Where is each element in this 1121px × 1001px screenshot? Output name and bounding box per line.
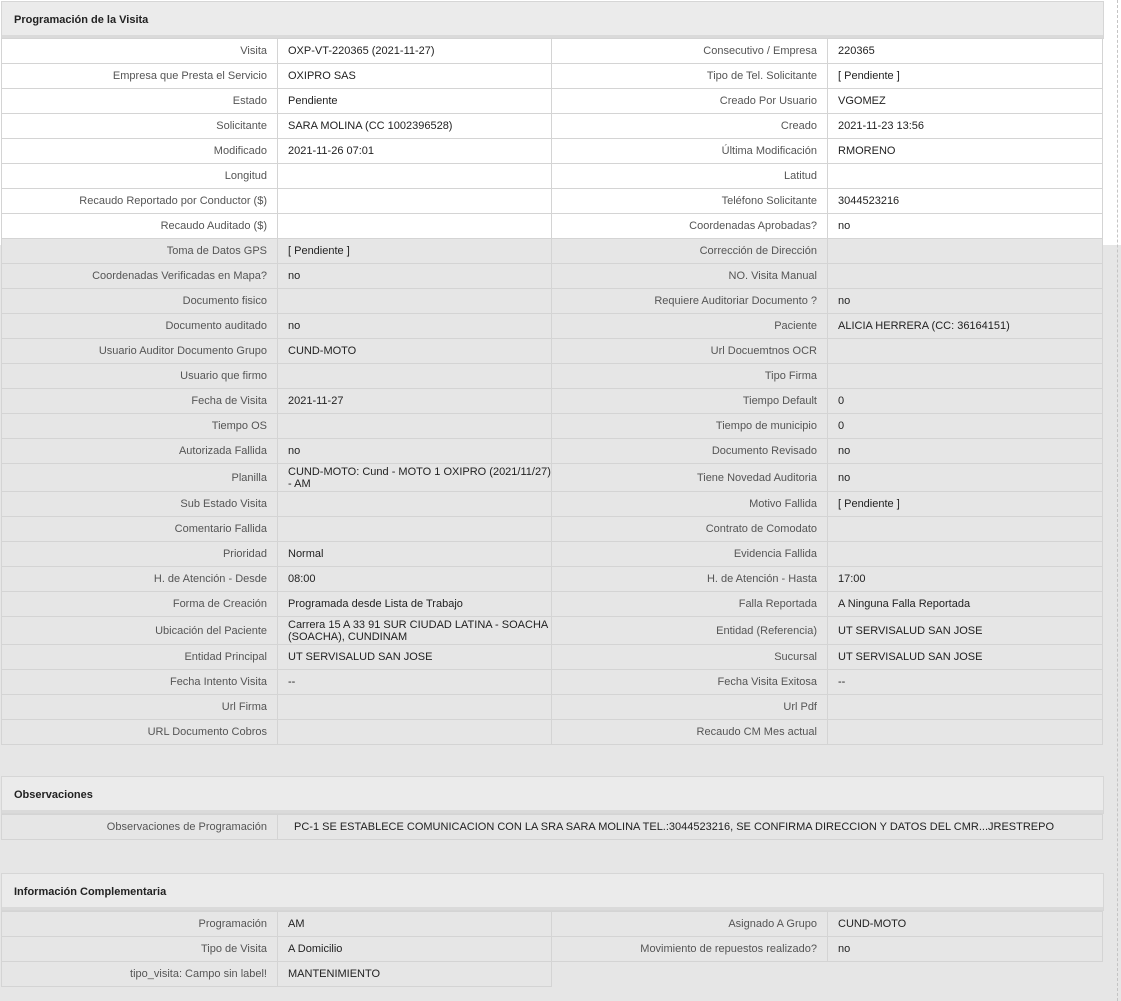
field-value: 17:00	[828, 567, 1103, 592]
field-label: Longitud	[2, 164, 278, 189]
field-label: Tiempo de municipio	[552, 414, 828, 439]
field-label: Fecha Intento Visita	[2, 670, 278, 695]
table-row	[2, 389, 1103, 414]
field-label: Prioridad	[2, 542, 278, 567]
field-label: Observaciones de Programación	[2, 815, 278, 840]
field-value: no	[278, 264, 552, 289]
field-label: Teléfono Solicitante	[552, 189, 828, 214]
field-value: OXP-VT-220365 (2021-11-27)	[278, 39, 552, 64]
table-row	[2, 289, 1103, 314]
field-value	[828, 517, 1103, 542]
field-value: 2021-11-23 13:56	[828, 114, 1103, 139]
field-value: A Domicilio	[278, 937, 552, 962]
field-label: Recaudo Auditado ($)	[2, 214, 278, 239]
programacion-table	[1, 38, 1103, 745]
field-value: --	[278, 670, 552, 695]
field-label: Documento fisico	[2, 289, 278, 314]
field-label: Planilla	[2, 464, 278, 492]
field-label: Entidad Principal	[2, 645, 278, 670]
table-row	[2, 64, 1103, 89]
field-label: Tiempo OS	[2, 414, 278, 439]
field-label: Creado	[552, 114, 828, 139]
field-value: [ Pendiente ]	[278, 239, 552, 264]
field-value	[278, 214, 552, 239]
field-label: URL Documento Cobros	[2, 720, 278, 745]
field-label: tipo_visita: Campo sin label!	[2, 962, 278, 987]
field-value: UT SERVISALUD SAN JOSE	[278, 645, 552, 670]
section-header-complementaria	[1, 873, 1104, 911]
field-label: Contrato de Comodato	[552, 517, 828, 542]
table-row	[2, 542, 1103, 567]
field-label: Fecha de Visita	[2, 389, 278, 414]
empty-cell	[552, 962, 828, 987]
table-row	[2, 414, 1103, 439]
field-value: SARA MOLINA (CC 1002396528)	[278, 114, 552, 139]
table-row	[2, 695, 1103, 720]
field-label: Consecutivo / Empresa	[552, 39, 828, 64]
empty-cell	[828, 962, 1103, 987]
field-label: Url Pdf	[552, 695, 828, 720]
field-value	[278, 517, 552, 542]
field-label: Toma de Datos GPS	[2, 239, 278, 264]
field-label: Documento auditado	[2, 314, 278, 339]
table-row	[2, 567, 1103, 592]
field-value	[278, 492, 552, 517]
field-value	[278, 414, 552, 439]
field-label: Movimiento de repuestos realizado?	[552, 937, 828, 962]
field-label: Comentario Fallida	[2, 517, 278, 542]
field-value: 2021-11-27	[278, 389, 552, 414]
field-label: Usuario que firmo	[2, 364, 278, 389]
table-row	[2, 912, 1103, 937]
field-value: RMORENO	[828, 139, 1103, 164]
field-label: Tipo de Visita	[2, 937, 278, 962]
field-label: Evidencia Fallida	[552, 542, 828, 567]
field-label: Autorizada Fallida	[2, 439, 278, 464]
field-value	[828, 364, 1103, 389]
field-label: Coordenadas Verificadas en Mapa?	[2, 264, 278, 289]
field-value: A Ninguna Falla Reportada	[828, 592, 1103, 617]
field-value: VGOMEZ	[828, 89, 1103, 114]
field-label: Recaudo CM Mes actual	[552, 720, 828, 745]
field-label: Sucursal	[552, 645, 828, 670]
section-header-observaciones	[1, 776, 1104, 814]
field-value: no	[278, 314, 552, 339]
field-label: Programación	[2, 912, 278, 937]
field-value: no	[828, 439, 1103, 464]
field-label: Falla Reportada	[552, 592, 828, 617]
field-label: Recaudo Reportado por Conductor ($)	[2, 189, 278, 214]
field-label: Paciente	[552, 314, 828, 339]
table-row	[2, 962, 1103, 987]
field-value: 0	[828, 389, 1103, 414]
field-value: UT SERVISALUD SAN JOSE	[828, 645, 1103, 670]
field-value: Carrera 15 A 33 91 SUR CIUDAD LATINA - SOACHA (SOACHA), CUNDINAM	[278, 617, 552, 645]
field-label: Creado Por Usuario	[552, 89, 828, 114]
table-row	[2, 592, 1103, 617]
field-value	[278, 364, 552, 389]
field-value: UT SERVISALUD SAN JOSE	[828, 617, 1103, 645]
field-value: [ Pendiente ]	[828, 492, 1103, 517]
field-label: Corrección de Dirección	[552, 239, 828, 264]
field-value: CUND-MOTO: Cund - MOTO 1 OXIPRO (2021/11/27) - AM	[278, 464, 552, 492]
field-label: Última Modificación	[552, 139, 828, 164]
field-value: no	[828, 464, 1103, 492]
field-value: AM	[278, 912, 552, 937]
field-label: Fecha Visita Exitosa	[552, 670, 828, 695]
field-value	[828, 542, 1103, 567]
page-divider	[1117, 0, 1118, 1001]
field-label: Documento Revisado	[552, 439, 828, 464]
field-label: Sub Estado Visita	[2, 492, 278, 517]
field-value	[278, 289, 552, 314]
field-label: Url Firma	[2, 695, 278, 720]
table-row	[2, 264, 1103, 289]
observaciones-row	[2, 815, 1103, 840]
field-value: no	[278, 439, 552, 464]
field-label: Tiempo Default	[552, 389, 828, 414]
table-row	[2, 364, 1103, 389]
field-value: OXIPRO SAS	[278, 64, 552, 89]
field-value	[278, 720, 552, 745]
field-value	[278, 189, 552, 214]
field-value	[278, 164, 552, 189]
field-value	[828, 239, 1103, 264]
section-header-programacion	[1, 1, 1104, 39]
field-value: Pendiente	[278, 89, 552, 114]
table-row	[2, 617, 1103, 645]
table-row	[2, 39, 1103, 64]
table-row	[2, 214, 1103, 239]
table-row	[2, 517, 1103, 542]
field-label: Coordenadas Aprobadas?	[552, 214, 828, 239]
field-label: Motivo Fallida	[552, 492, 828, 517]
field-value: PC-1 SE ESTABLECE COMUNICACION CON LA SRA SARA MOLINA TEL.:3044523216, SE CONFIRMA DIRECCION Y DATOS DEL CMR...JRESTREPO	[278, 815, 1103, 840]
field-label: Ubicación del Paciente	[2, 617, 278, 645]
table-row	[2, 670, 1103, 695]
field-label: Visita	[2, 39, 278, 64]
table-row	[2, 314, 1103, 339]
field-label: Tipo de Tel. Solicitante	[552, 64, 828, 89]
field-value: 2021-11-26 07:01	[278, 139, 552, 164]
field-value	[828, 264, 1103, 289]
field-value	[278, 695, 552, 720]
field-label: Latitud	[552, 164, 828, 189]
field-value: ALICIA HERRERA (CC: 36164151)	[828, 314, 1103, 339]
table-row	[2, 492, 1103, 517]
field-value: --	[828, 670, 1103, 695]
field-value: no	[828, 937, 1103, 962]
field-value: [ Pendiente ]	[828, 64, 1103, 89]
field-label: H. de Atención - Hasta	[552, 567, 828, 592]
observaciones-table	[1, 814, 1103, 840]
field-value: Normal	[278, 542, 552, 567]
field-label: Tiene Novedad Auditoria	[552, 464, 828, 492]
table-row	[2, 164, 1103, 189]
field-label: Usuario Auditor Documento Grupo	[2, 339, 278, 364]
field-value: no	[828, 289, 1103, 314]
table-row	[2, 339, 1103, 364]
table-row	[2, 937, 1103, 962]
field-label: Solicitante	[2, 114, 278, 139]
table-row	[2, 720, 1103, 745]
field-label: Estado	[2, 89, 278, 114]
field-value	[828, 720, 1103, 745]
section-title: Programación de la Visita	[14, 14, 149, 26]
field-value: no	[828, 214, 1103, 239]
field-value	[828, 695, 1103, 720]
field-value	[828, 339, 1103, 364]
field-label: Url Docuemtnos OCR	[552, 339, 828, 364]
field-label: Forma de Creación	[2, 592, 278, 617]
field-label: H. de Atención - Desde	[2, 567, 278, 592]
field-value	[828, 164, 1103, 189]
field-value: 0	[828, 414, 1103, 439]
table-row	[2, 239, 1103, 264]
field-label: Empresa que Presta el Servicio	[2, 64, 278, 89]
field-label: NO. Visita Manual	[552, 264, 828, 289]
field-value: 220365	[828, 39, 1103, 64]
table-row	[2, 464, 1103, 492]
field-value: CUND-MOTO	[278, 339, 552, 364]
field-value: CUND-MOTO	[828, 912, 1103, 937]
complementaria-table	[1, 911, 1103, 987]
table-row	[2, 439, 1103, 464]
field-value: 3044523216	[828, 189, 1103, 214]
table-row	[2, 139, 1103, 164]
table-row	[2, 114, 1103, 139]
section-title: Información Complementaria	[14, 886, 167, 898]
field-label: Modificado	[2, 139, 278, 164]
field-label: Asignado A Grupo	[552, 912, 828, 937]
table-row	[2, 189, 1103, 214]
field-label: Entidad (Referencia)	[552, 617, 828, 645]
table-row	[2, 645, 1103, 670]
field-value: MANTENIMIENTO	[278, 962, 552, 987]
section-title: Observaciones	[14, 789, 93, 801]
field-value: 08:00	[278, 567, 552, 592]
field-value: Programada desde Lista de Trabajo	[278, 592, 552, 617]
table-row	[2, 89, 1103, 114]
field-label: Tipo Firma	[552, 364, 828, 389]
field-label: Requiere Auditoriar Documento ?	[552, 289, 828, 314]
